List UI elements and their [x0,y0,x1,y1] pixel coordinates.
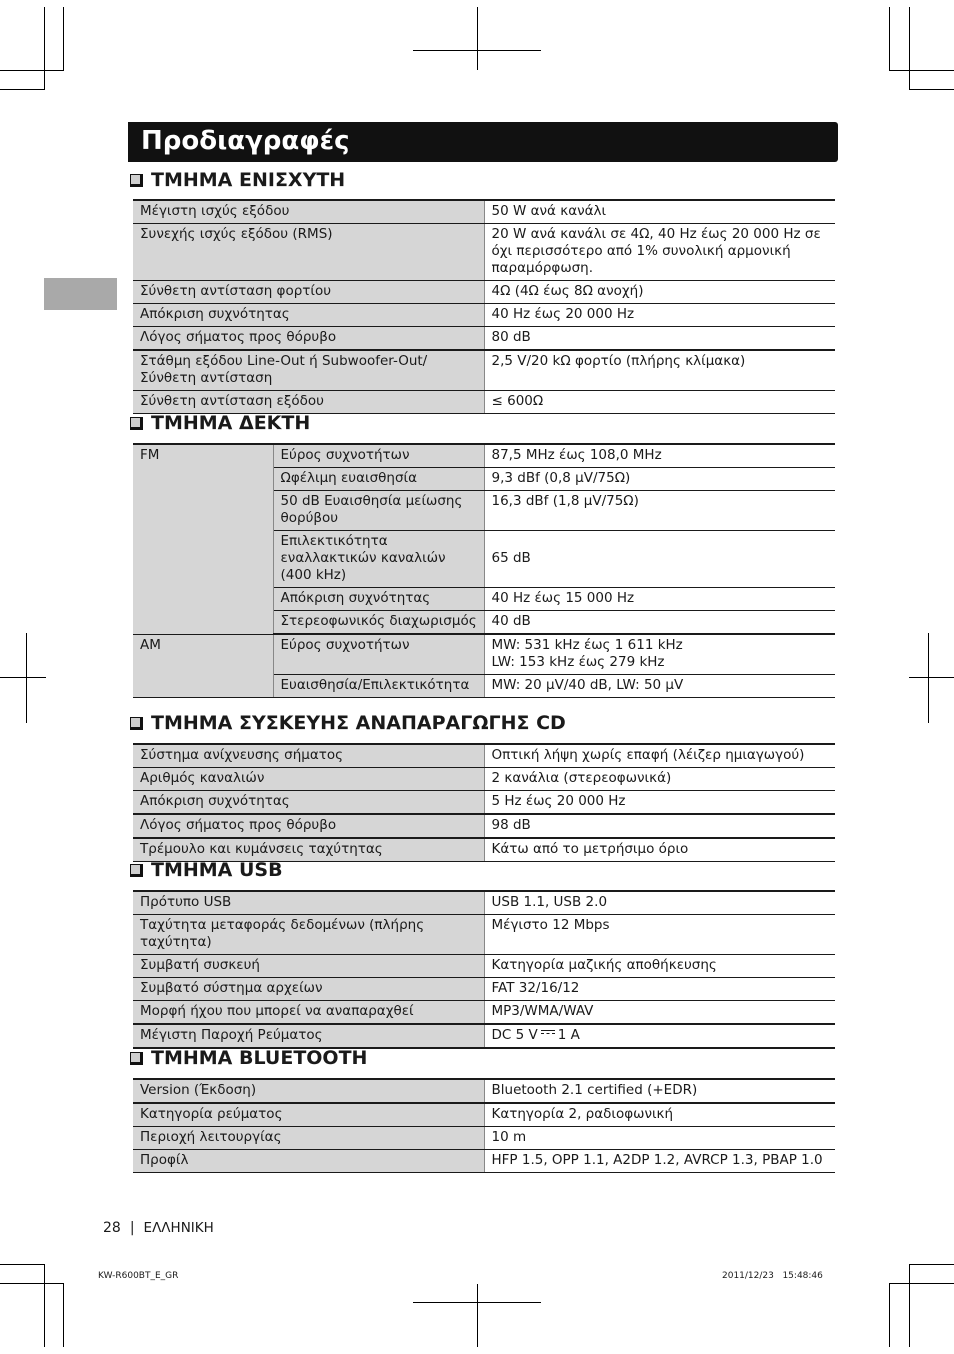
table-row [133,791,835,815]
table-row [133,891,835,915]
table-row [133,350,835,391]
spec-value: Κατηγορία μαζικής αποθήκευσης [484,955,835,978]
table-row [133,1001,835,1025]
spec-label: Λόγος σήματος προς θόρυβο [133,814,484,838]
section-heading-cd [130,711,566,735]
spec-label: Εύρος συχνοτήτων [273,444,484,468]
crop-mark [909,1264,954,1265]
crop-mark [413,50,541,51]
table-row [133,1024,835,1048]
crop-mark [63,7,64,71]
crop-mark [0,677,46,678]
spec-label: Πρότυπο USB [133,891,484,915]
spec-value: 40 Hz έως 20 000 Hz [484,304,835,327]
crop-mark [909,7,910,90]
spec-label: Προφίλ [133,1150,484,1173]
spec-value: 87,5 MHz έως 108,0 MHz [484,444,835,468]
crop-mark [477,1284,478,1347]
spec-label: Περιοχή λειτουργίας [133,1127,484,1150]
spec-value-line: LW: 153 kHz έως 279 kHz [491,654,665,670]
print-file-name: KW-R600BT_E_GR [98,1271,179,1281]
spec-value-part: DC 5 V [491,1027,538,1043]
table-row [133,915,835,955]
spec-label: Τρέμουλο και κυμάνσεις ταχύτητας [133,838,484,862]
spec-label: Στάθμη εξόδου Line-Out ή Subwoofer-Out/ Σύνθετη αντίσταση [133,350,484,391]
spec-value: MP3/WMA/WAV [484,1001,835,1025]
band-label-fm: FM [133,444,273,634]
crop-mark [0,1264,45,1265]
spec-label: Ευαισθησία/Επιλεκτικότητα [273,675,484,698]
spec-value: 5 Hz έως 20 000 Hz [484,791,835,815]
spec-value: Bluetooth 2.1 certified (+EDR) [484,1079,835,1103]
spec-value [484,634,835,675]
spec-label: Συνεχής ισχύς εξόδου (RMS) [133,224,484,281]
section-heading-bluetooth [130,1046,367,1070]
spec-value: 65 dB [484,531,835,588]
crop-mark [909,1264,910,1347]
spec-value: 10 m [484,1127,835,1150]
spec-value: 98 dB [484,814,835,838]
bluetooth-spec-table [133,1078,835,1173]
section-square-icon [130,864,143,877]
footer-separator: | [129,1220,135,1236]
section-heading-text: ΤΜΗΜΑ ΣΥΣΚΕΥΗΣ ΑΝΑΠΑΡΑΓΩΓΗΣ CD [151,712,566,734]
section-heading-text: ΤΜΗΜΑ BLUETOOTH [151,1047,368,1069]
spec-label: Σύστημα ανίχνευσης σήματος [133,744,484,768]
crop-mark [928,633,929,723]
amplifier-spec-table [133,199,835,414]
crop-mark [909,89,954,90]
spec-value: 4Ω (4Ω έως 8Ω ανοχή) [484,281,835,304]
print-date-time: 2011/12/23 15:48:46 [722,1271,823,1281]
cd-spec-table [133,743,835,862]
table-row [133,327,835,351]
table-row [133,1150,835,1173]
dc-current-icon [541,1030,555,1038]
spec-value: ≤ 600Ω [484,391,835,414]
page-number: 28 [103,1220,121,1236]
table-row [133,634,835,675]
spec-label: Κατηγορία ρεύματος [133,1103,484,1127]
spec-value-line: MW: 531 kHz έως 1 611 kHz [491,637,683,653]
spec-label: 50 dB Ευαισθησία μείωσης θορύβου [273,491,484,531]
table-row [133,200,835,224]
spec-value: 40 Hz έως 15 000 Hz [484,588,835,611]
crop-mark [0,89,45,90]
table-row [133,304,835,327]
table-row [133,814,835,838]
crop-mark [889,70,954,71]
crop-mark [0,1283,64,1284]
section-heading-text: ΤΜΗΜΑ ΕΝΙΣΧΥΤΗ [151,169,346,191]
spec-label: Μέγιστη Παροχή Ρεύματος [133,1024,484,1048]
spec-value: FAT 32/16/12 [484,978,835,1001]
spec-label: Σύνθετη αντίσταση εξόδου [133,391,484,414]
section-square-icon [130,1052,143,1065]
page-title-bar [128,122,838,162]
spec-value: HFP 1.5, OPP 1.1, A2DP 1.2, AVRCP 1.3, PBAP 1.0 [484,1150,835,1173]
spec-label: Εύρος συχνοτήτων [273,634,484,675]
spec-value: 20 W ανά κανάλι σε 4Ω, 40 Hz έως 20 000 Hz σε όχι περισσότερο από 1% συνολική αρμονική παραμόρφωση. [484,224,835,281]
spec-value [484,1024,835,1048]
crop-mark [44,1264,45,1347]
spec-label: Επιλεκτικότητα εναλλακτικών καναλιών (400 kHz) [273,531,484,588]
footer-language: ΕΛΛΗΝΙΚΗ [143,1220,214,1236]
page-footer [103,1220,214,1236]
spec-value: Οπτική λήψη χωρίς επαφή (λέιζερ ημιαγωγού) [484,744,835,768]
spec-value: 16,3 dBf (1,8 μV/75Ω) [484,491,835,531]
table-row [133,768,835,791]
table-row [133,1127,835,1150]
spec-label: Απόκριση συχνότητας [273,588,484,611]
spec-value: MW: 20 μV/40 dB, LW: 50 μV [484,675,835,698]
spec-label: Μέγιστη ισχύς εξόδου [133,200,484,224]
tuner-spec-table [133,443,835,698]
table-row [133,978,835,1001]
spec-value: 2 κανάλια (στερεοφωνικά) [484,768,835,791]
crop-mark [413,1302,541,1303]
spec-label: Version (Έκδοση) [133,1079,484,1103]
crop-mark [0,70,64,71]
spec-label: Λόγος σήματος προς θόρυβο [133,327,484,351]
crop-mark [44,7,45,90]
section-heading-tuner [130,411,310,435]
spec-value: Κατηγορία 2, ραδιοφωνική [484,1103,835,1127]
crop-mark [889,1283,954,1284]
crop-mark [889,1283,890,1347]
table-row [133,955,835,978]
spec-label: Ωφέλιμη ευαισθησία [273,468,484,491]
table-row [133,1079,835,1103]
table-row [133,281,835,304]
spec-label: Αριθμός καναλιών [133,768,484,791]
spec-label: Στερεοφωνικός διαχωρισμός [273,611,484,635]
spec-label: Μορφή ήχου που μπορεί να αναπαραχθεί [133,1001,484,1025]
spec-value: 9,3 dBf (0,8 μV/75Ω) [484,468,835,491]
spec-label: Απόκριση συχνότητας [133,791,484,815]
table-row [133,224,835,281]
spec-label: Ταχύτητα μεταφοράς δεδομένων (πλήρης ταχύτητα) [133,915,484,955]
table-row [133,1103,835,1127]
usb-spec-table [133,890,835,1049]
section-heading-text: ΤΜΗΜΑ USB [151,859,283,881]
section-heading-usb [130,858,283,882]
spec-label: Σύνθετη αντίσταση φορτίου [133,281,484,304]
spec-value: Κάτω από το μετρήσιμο όριο [484,838,835,862]
crop-mark [909,677,954,678]
spec-value: 80 dB [484,327,835,351]
spec-value: USB 1.1, USB 2.0 [484,891,835,915]
spec-value: Μέγιστο 12 Mbps [484,915,835,955]
spec-value-part: 1 A [557,1027,580,1043]
table-row [133,744,835,768]
band-label-am: AM [133,634,273,698]
section-square-icon [130,174,143,187]
crop-mark [63,1283,64,1347]
spec-label: Συμβατό σύστημα αρχείων [133,978,484,1001]
section-heading-text: ΤΜΗΜΑ ΔΕΚΤΗ [151,412,311,434]
language-side-tab [44,278,117,310]
spec-value: 40 dB [484,611,835,635]
crop-mark [477,7,478,70]
spec-value: 2,5 V/20 kΩ φορτίο (πλήρης κλίμακα) [484,350,835,391]
spec-label: Απόκριση συχνότητας [133,304,484,327]
section-heading-amplifier [130,168,345,192]
section-square-icon [130,417,143,430]
table-row [133,444,835,468]
crop-mark [26,633,27,723]
spec-value: 50 W ανά κανάλι [484,200,835,224]
spec-label: Συμβατή συσκευή [133,955,484,978]
section-square-icon [130,717,143,730]
crop-mark [889,7,890,71]
page-title: Προδιαγραφές [141,126,350,156]
